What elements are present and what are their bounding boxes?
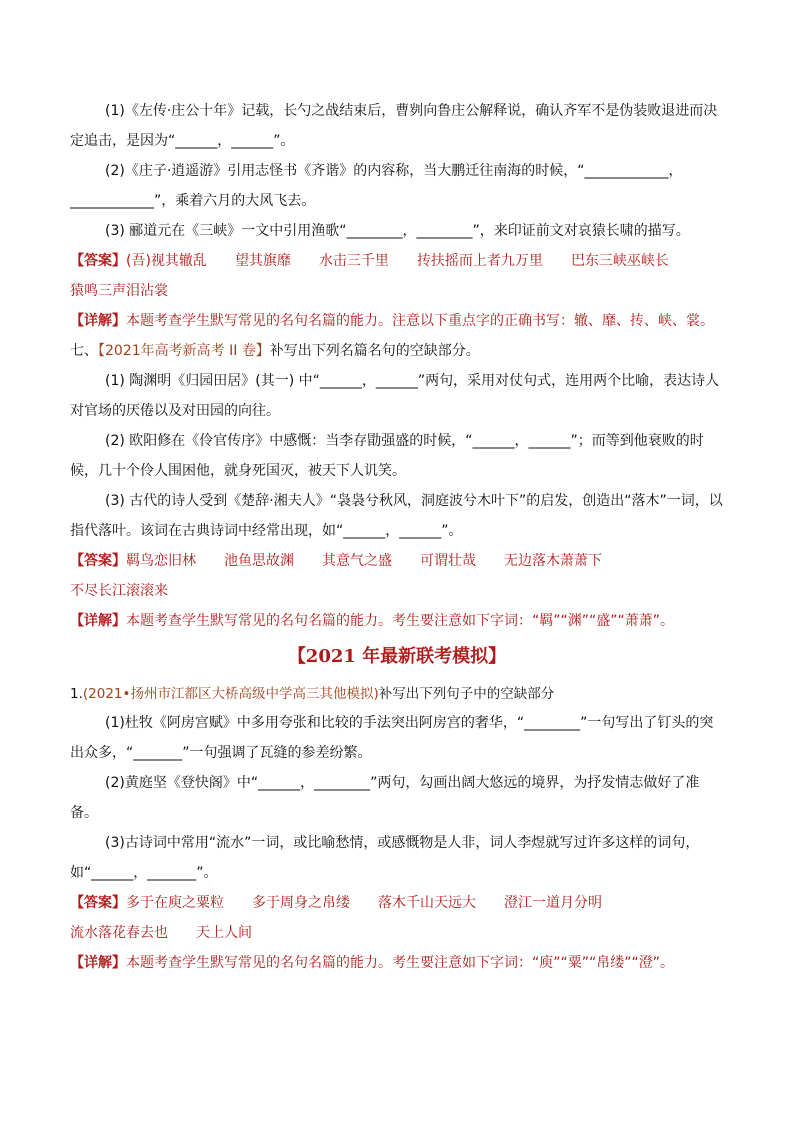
answer-label: 【答案】 (70, 253, 126, 269)
question-m1-3: (3)古诗词中常用“流水”一词，或比喻愁情，或感慨物是人非，词人李煜就写过许多这样的词句，如“______，_______”。 (70, 835, 700, 881)
answer-7 (70, 546, 724, 606)
answer-item: 水击三千里 (318, 253, 389, 269)
answer-item: 流水落花春去也 (70, 925, 168, 941)
answer-item: 巴东三峡巫峡长 (570, 253, 669, 269)
answer-item: 猿鸣三声泪沾裳 (70, 283, 168, 299)
part2 (70, 336, 724, 636)
detail-label: 【详解】 (70, 313, 126, 329)
heading-text: 补写出下列句子中的空缺部分 (378, 686, 555, 702)
question-m1-2: (2)黄庭坚《登快阁》中“______，________”两句，勾画出阔大悠远的境界，为抒发情志做好了准备。 (70, 775, 700, 821)
question-7-1: (1) 陶渊明《归园田居》(其一) 中“______，______”两句，采用对仗句式，连用两个比喻，表达诗人对官场的厌倦以及对田园的向往。 (70, 373, 720, 419)
answer-item: 望其旗靡 (234, 253, 291, 269)
question-m1-1: (1)杜牧《阿房宫赋》中多用夸张和比较的手法突出阿房宫的奢华，“________”一句写出了钉头的突出众多，“_______”一句强调了瓦缝的参差纷繁。 (70, 715, 714, 761)
answer-item: 落木千山天远大 (378, 895, 476, 911)
detail-label: 【详解】 (70, 955, 126, 971)
detail-label: 【详解】 (70, 613, 126, 629)
answer-item: 羁鸟恋旧林 (126, 553, 196, 569)
answer-item: 可谓壮哉 (420, 553, 476, 569)
section-title: 【2021 年最新联考模拟】 (287, 646, 507, 667)
answer-item: 天上人间 (196, 925, 252, 941)
answer-item: 无边落木萧萧下 (504, 553, 602, 569)
question-heading-1 (70, 680, 724, 708)
question-1-1: (1)《左传·庄公十年》记载，长勺之战结束后，曹刿向鲁庄公解释说，确认齐军不是伪装败退进而决定追击，是因为“______，______”。 (70, 103, 718, 149)
question-7-3: (3) 古代的诗人受到《楚辞·湘夫人》“袅袅兮秋风，洞庭波兮木叶下”的启发，创造出“落木”一词，以指代落叶。该词在古典诗词中经常出现，如“______，______”。 (70, 493, 723, 539)
answer-item: 其意气之盛 (322, 553, 392, 569)
detail-text: 本题考查学生默写常见的名句名篇的能力。注意以下重点字的正确书写：辙、靡、抟、峡、裳。 (126, 313, 714, 329)
heading-number: 七、 (70, 343, 98, 359)
answer-item: 多于周身之帛缕 (252, 895, 350, 911)
question-1-2: (2)《庄子·逍遥游》引用志怪书《齐谐》的内容称，当大鹏迁往南海的时候，“____________，____________”，乘着六月的大风飞去。 (70, 163, 683, 209)
answer-item: 不尽长江滚滚来 (70, 583, 168, 599)
answer-item: (吾)视其辙乱 (126, 253, 207, 269)
answer-item: 澄江一道月分明 (504, 895, 602, 911)
part1 (70, 96, 724, 336)
answer-label: 【答案】 (70, 553, 126, 569)
detail-text: 本题考查学生默写常见的名句名篇的能力。考生要注意如下字词：“庾”“粟”“帛缕”“澄”。 (126, 955, 675, 971)
heading-number: 1. (70, 686, 83, 702)
question-1-3: (3) 郦道元在《三峡》一文中引用渔歌“________，________”，来印证前文对哀猿长啸的描写。 (105, 223, 690, 239)
question-7-2: (2) 欧阳修在《伶官传序》中感慨：当李存勖强盛的时候，“______，______”；而等到他衰败的时候，几十个伶人围困他，就身死国灭，被天下人讥笑。 (70, 433, 704, 479)
answer-1 (70, 246, 724, 306)
answer-label: 【答案】 (70, 895, 126, 911)
heading-text: 补写出下列名篇名句的空缺部分。 (269, 343, 480, 359)
question-heading-7 (70, 336, 724, 366)
answer-item: 多于在庾之粟粒 (126, 895, 224, 911)
detail-m1 (70, 948, 724, 978)
detail-text: 本题考查学生默写常见的名句名篇的能力。考生要注意如下字词：“羁”“渊”“盛”“萧萧”。 (126, 613, 675, 629)
detail-7 (70, 606, 724, 636)
answer-item: 抟扶摇而上者九万里 (416, 253, 543, 269)
answer-m1 (70, 888, 724, 948)
heading-source: (2021•扬州市江都区大桥高级中学高三其他模拟) (82, 686, 379, 702)
answer-item: 池鱼思故渊 (224, 553, 294, 569)
detail-1 (70, 306, 724, 336)
part3 (70, 680, 724, 978)
heading-source: 【2021年高考新高考 II 卷】 (98, 343, 270, 359)
